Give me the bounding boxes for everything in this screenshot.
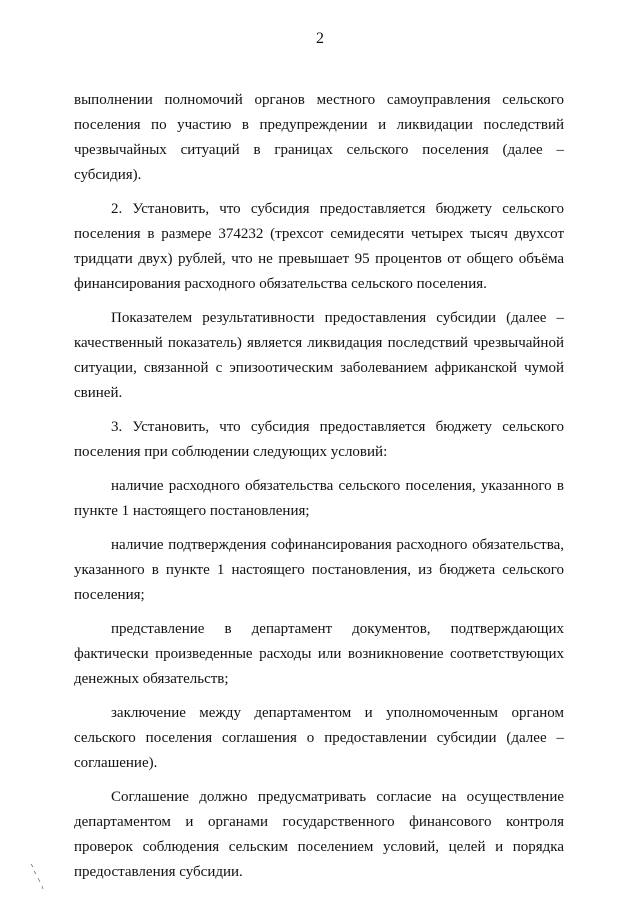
condition-documents: представление в департамент документов, подтверждающих фактически произведенные расходы или возникновение соответствующих денежных обязательств;: [74, 621, 564, 687]
page-number: 2: [316, 30, 324, 47]
paragraph-subsidy-amount: 2. Установить, что субсидия предоставляется бюджету сельского поселения в размере 374232 (трехсот семидесяти четырех тысяч двухсот тридцати двух) рублей, что не превышает 95 процентов от общего объёма финансирования расходного обязательства сельского поселения.: [74, 201, 564, 292]
scan-mark-icon: [28, 862, 48, 892]
paragraph-conditions-intro: 3. Установить, что субсидия предоставляется бюджету сельского поселения при соблюдении следующих условий:: [74, 419, 564, 460]
paragraph-agreement-terms: Соглашение должно предусматривать согласие на осуществление департаментом и органами государственного финансового контроля проверок соблюдения сельским поселением условий, целей и порядка предоставления субсидии.: [74, 789, 564, 880]
condition-agreement: заключение между департаментом и уполномоченным органом сельского поселения соглашения о предоставлении субсидии (далее – соглашение).: [74, 705, 564, 771]
condition-cofinancing: наличие подтверждения софинансирования расходного обязательства, указанного в пункте 1 настоящего постановления, из бюджета сельского поселения;: [74, 537, 564, 603]
document-body: [74, 88, 564, 894]
paragraph-performance-indicator: Показателем результативности предоставления субсидии (далее – качественный показатель) является ликвидация последствий чрезвычайной ситуации, связанной с эпизоотическим заболеванием африканской чумой свиней.: [74, 310, 564, 401]
condition-expense-obligation: наличие расходного обязательства сельского поселения, указанного в пункте 1 настоящего постановления;: [74, 478, 564, 519]
paragraph-continuation: выполнении полномочий органов местного самоуправления сельского поселения по участию в предупреждении и ликвидации последствий чрезвычайных ситуаций в границах сельского поселения (далее – субсидия).: [74, 92, 564, 183]
